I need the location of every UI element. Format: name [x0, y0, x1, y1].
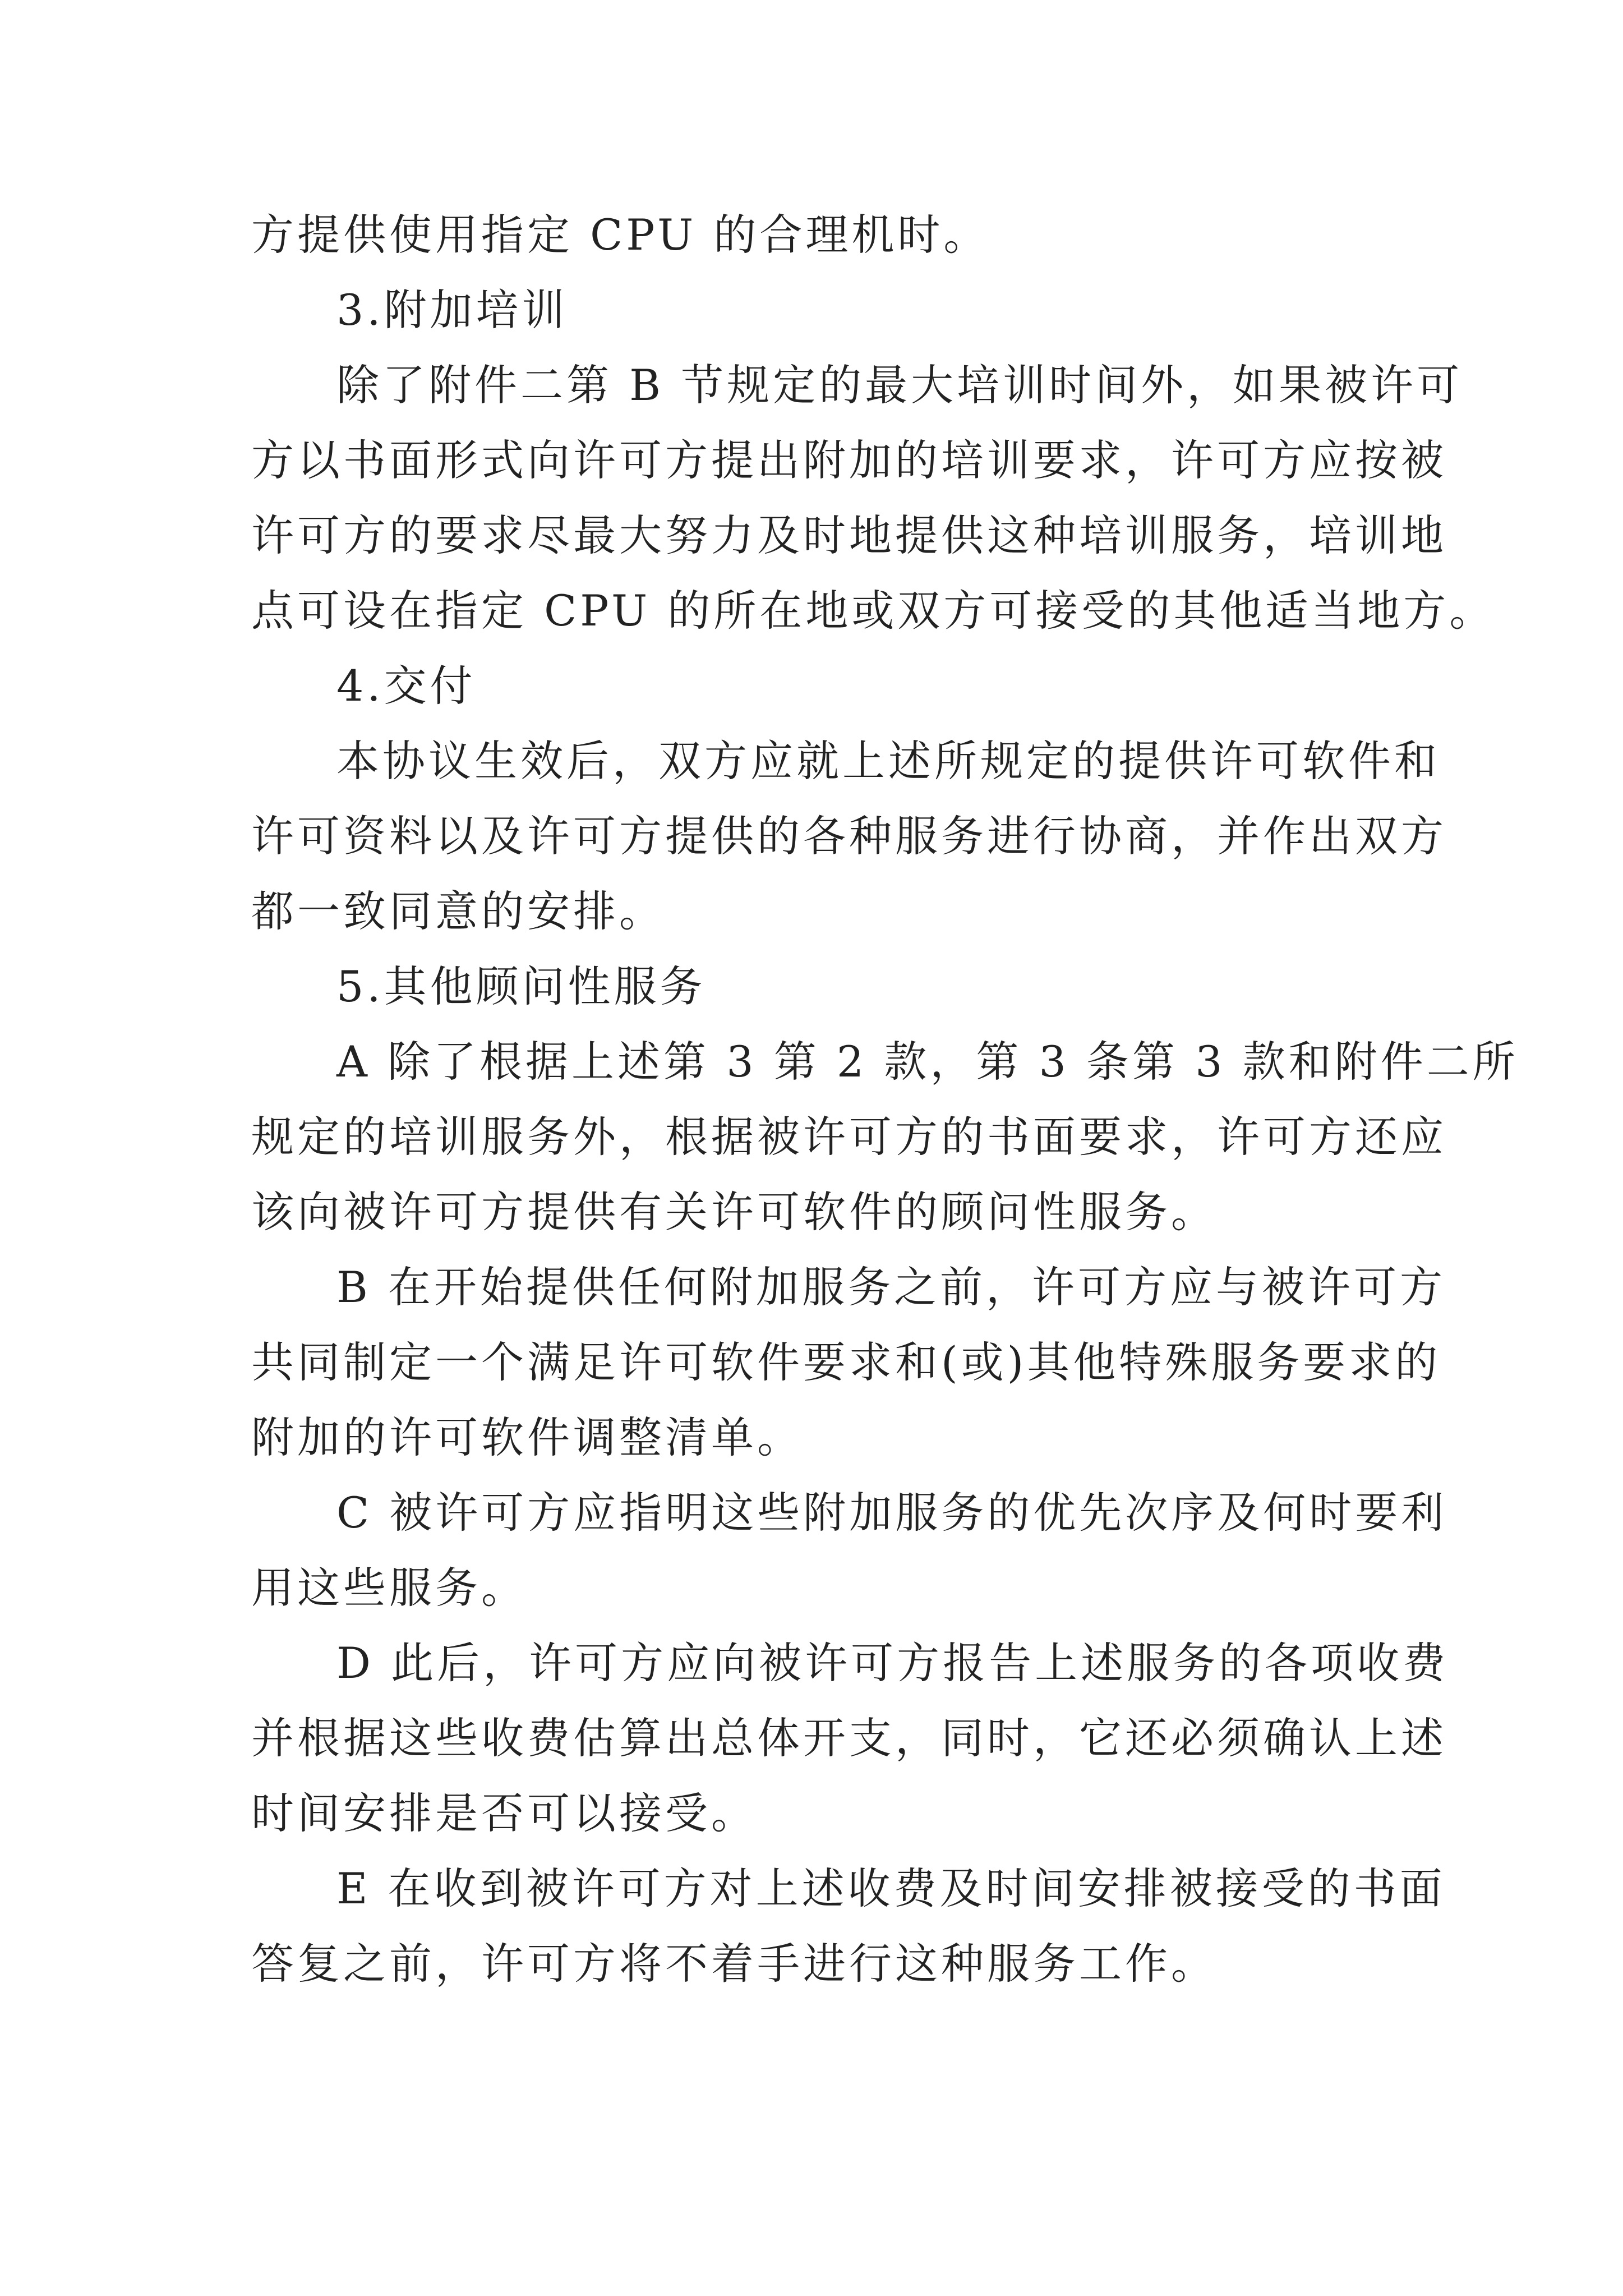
text-line: 用这些服务。: [251, 1563, 527, 1613]
text-line: 方提供使用指定 CPU 的合理机时。: [251, 210, 990, 260]
text-line: C 被许可方应指明这些附加服务的优先次序及何时要利: [336, 1488, 1447, 1538]
text-line: 除了附件二第 B 节规定的最大培训时间外，如果被许可: [336, 360, 1463, 410]
text-line: 共同制定一个满足许可软件要求和(或)其他特殊服务要求的: [251, 1337, 1441, 1387]
text-line: 附加的许可软件调整清单。: [251, 1412, 803, 1462]
section-heading-consulting-services: 5.其他顾问性服务: [336, 961, 706, 1011]
text-line: 答复之前，许可方将不着手进行这种服务工作。: [251, 1939, 1217, 1989]
section-heading-additional-training: 3.附加培训: [336, 285, 568, 335]
text-line: 都一致同意的安排。: [251, 886, 665, 936]
section-heading-delivery: 4.交付: [336, 661, 476, 711]
text-line: 该向被许可方提供有关许可软件的顾问性服务。: [251, 1187, 1217, 1237]
text-line: 时间安排是否可以接受。: [251, 1788, 757, 1838]
text-line: 规定的培训服务外，根据被许可方的书面要求，许可方还应: [251, 1112, 1447, 1162]
text-line: 许可资料以及许可方提供的各种服务进行协商，并作出双方: [251, 811, 1447, 861]
text-line: 本协议生效后，双方应就上述所规定的提供许可软件和: [336, 736, 1440, 786]
text-line: D 此后，许可方应向被许可方报告上述服务的各项收费: [336, 1638, 1449, 1688]
text-line: E 在收到被许可方对上述收费及时间安排被接受的书面: [336, 1864, 1446, 1913]
document-body: [251, 197, 1519, 2001]
text-line: 并根据这些收费估算出总体开支，同时，它还必须确认上述: [251, 1713, 1447, 1763]
text-line: B 在开始提供任何附加服务之前，许可方应与被许可方: [336, 1262, 1446, 1312]
text-line: 点可设在指定 CPU 的所在地或双方可接受的其他适当地方。: [251, 586, 1496, 636]
text-line: A 除了根据上述第 3 第 2 款，第 3 条第 3 款和附件二所: [336, 1037, 1519, 1087]
text-line: 方以书面形式向许可方提出附加的培训要求，许可方应按被: [251, 435, 1447, 485]
text-line: 许可方的要求尽最大努力及时地提供这种培训服务，培训地: [251, 510, 1447, 560]
